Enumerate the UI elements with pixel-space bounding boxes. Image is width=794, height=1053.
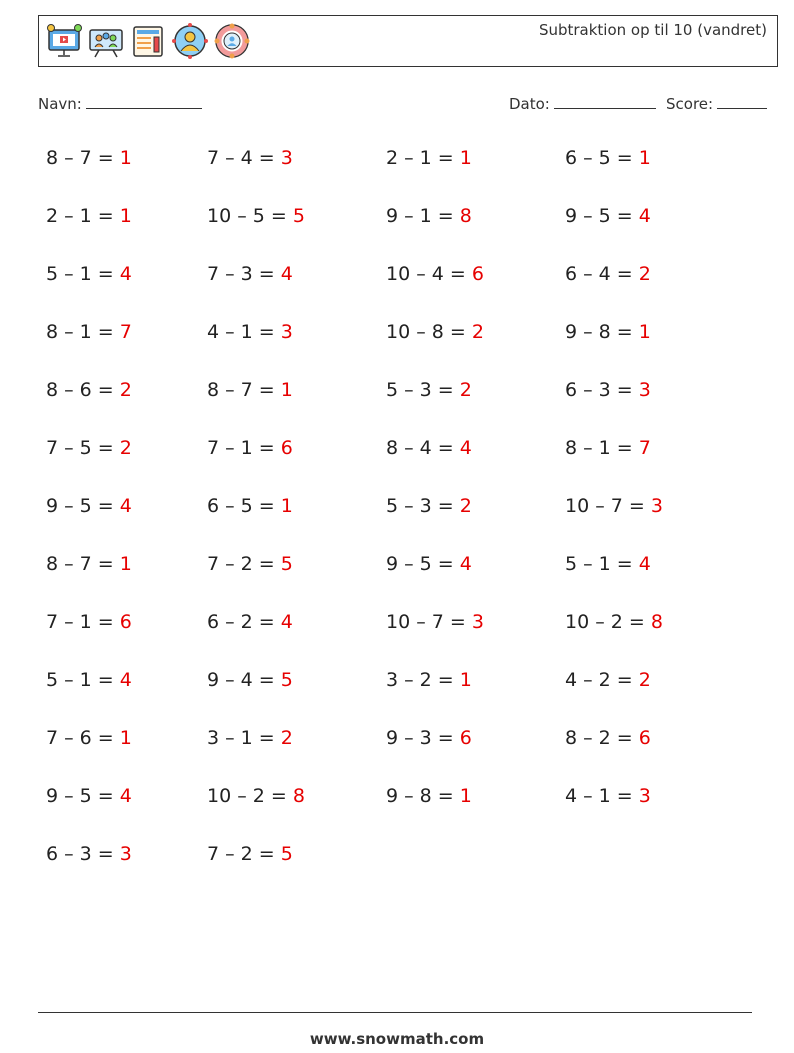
date-label: Dato: [509, 95, 550, 113]
problem-question: 6 – 5 = [565, 147, 639, 169]
lifebuoy-user-icon [213, 22, 251, 60]
problem-answer: 4 [280, 263, 293, 285]
problem-question: 6 – 5 = [207, 495, 281, 517]
problem-answer: 3 [650, 495, 663, 517]
problem-item [386, 205, 472, 227]
problem-question: 3 – 1 = [207, 727, 281, 749]
problem-item [46, 785, 132, 807]
problem-answer: 3 [638, 379, 651, 401]
problem-question: 10 – 4 = [386, 263, 472, 285]
worksheet-header [38, 15, 778, 67]
problem-question: 9 – 8 = [386, 785, 460, 807]
problem-question: 2 – 1 = [386, 147, 460, 169]
name-label: Navn: [38, 95, 82, 113]
problem-question: 6 – 3 = [565, 379, 639, 401]
user-target-icon [171, 22, 209, 60]
problem-item [46, 843, 132, 865]
problem-item [386, 669, 472, 691]
problem-question: 9 – 8 = [565, 321, 639, 343]
problem-item [386, 263, 484, 285]
problem-item [207, 379, 293, 401]
problem-answer: 3 [638, 785, 651, 807]
problem-item [207, 205, 305, 227]
problem-item [565, 495, 663, 517]
problem-item [386, 553, 472, 575]
problem-question: 8 – 1 = [46, 321, 120, 343]
problem-answer: 7 [119, 321, 132, 343]
problem-question: 6 – 4 = [565, 263, 639, 285]
problem-answer: 4 [119, 785, 132, 807]
problem-answer: 1 [459, 785, 472, 807]
problem-item [207, 553, 293, 575]
problem-item [207, 147, 293, 169]
problem-answer: 3 [280, 147, 293, 169]
problem-item [386, 611, 484, 633]
worksheet-title: Subtraktion op til 10 (vandret) [538, 21, 767, 39]
problem-item [565, 669, 651, 691]
problem-item [565, 147, 651, 169]
problem-answer: 3 [280, 321, 293, 343]
problem-question: 9 – 1 = [386, 205, 460, 227]
problem-item [46, 495, 132, 517]
problem-question: 7 – 2 = [207, 843, 281, 865]
problem-answer: 4 [459, 553, 472, 575]
problem-item [207, 843, 293, 865]
problem-answer: 6 [119, 611, 132, 633]
document-chart-icon [129, 22, 167, 60]
problem-item [565, 379, 651, 401]
problem-item [207, 495, 293, 517]
name-line[interactable] [86, 94, 202, 109]
problem-item [565, 205, 651, 227]
problem-item [46, 669, 132, 691]
problem-answer: 3 [471, 611, 484, 633]
problem-answer: 2 [638, 263, 651, 285]
problem-item [207, 727, 293, 749]
problem-answer: 1 [280, 495, 293, 517]
problem-answer: 1 [119, 147, 132, 169]
problem-item [565, 321, 651, 343]
problem-item [386, 785, 472, 807]
problem-question: 9 – 5 = [46, 785, 120, 807]
problem-question: 3 – 2 = [386, 669, 460, 691]
problem-answer: 3 [119, 843, 132, 865]
problem-question: 5 – 3 = [386, 379, 460, 401]
problem-question: 7 – 6 = [46, 727, 120, 749]
problem-question: 6 – 2 = [207, 611, 281, 633]
problem-question: 10 – 2 = [565, 611, 651, 633]
problem-question: 4 – 2 = [565, 669, 639, 691]
problem-question: 10 – 2 = [207, 785, 293, 807]
problem-item [46, 727, 132, 749]
problem-item [207, 669, 293, 691]
problem-answer: 1 [638, 147, 651, 169]
problem-question: 7 – 3 = [207, 263, 281, 285]
header-icons [45, 22, 251, 60]
problem-question: 7 – 4 = [207, 147, 281, 169]
problem-item [207, 611, 293, 633]
problem-question: 8 – 6 = [46, 379, 120, 401]
problem-item [207, 785, 305, 807]
problem-answer: 5 [292, 205, 305, 227]
problem-answer: 1 [119, 727, 132, 749]
problem-question: 8 – 1 = [565, 437, 639, 459]
problem-answer: 7 [638, 437, 651, 459]
problem-item [46, 379, 132, 401]
problem-question: 10 – 7 = [565, 495, 651, 517]
problem-item [386, 321, 484, 343]
problem-question: 5 – 1 = [46, 263, 120, 285]
date-field [509, 94, 656, 113]
problem-item [46, 205, 132, 227]
problem-answer: 2 [119, 379, 132, 401]
problem-answer: 6 [280, 437, 293, 459]
problem-question: 9 – 4 = [207, 669, 281, 691]
problem-question: 5 – 1 = [46, 669, 120, 691]
problem-item [565, 611, 663, 633]
problem-answer: 5 [280, 553, 293, 575]
problem-answer: 8 [650, 611, 663, 633]
problem-question: 7 – 2 = [207, 553, 281, 575]
problem-item [386, 437, 472, 459]
problem-item [386, 727, 472, 749]
problem-answer: 1 [119, 553, 132, 575]
problem-item [386, 495, 472, 517]
problem-answer: 4 [638, 553, 651, 575]
problem-answer: 2 [119, 437, 132, 459]
problem-item [46, 147, 132, 169]
score-label: Score: [666, 95, 714, 113]
problem-answer: 2 [459, 495, 472, 517]
problem-item [46, 321, 132, 343]
score-field [666, 94, 767, 113]
problem-answer: 4 [638, 205, 651, 227]
problem-item [207, 437, 293, 459]
problem-question: 10 – 8 = [386, 321, 472, 343]
problem-answer: 4 [119, 669, 132, 691]
problem-answer: 2 [471, 321, 484, 343]
problem-answer: 6 [638, 727, 651, 749]
problem-answer: 1 [638, 321, 651, 343]
problem-answer: 4 [459, 437, 472, 459]
problem-answer: 2 [280, 727, 293, 749]
problem-question: 4 – 1 = [565, 785, 639, 807]
problem-item [386, 379, 472, 401]
problem-item [565, 727, 651, 749]
problem-item [46, 611, 132, 633]
footer-divider [38, 1012, 752, 1013]
problem-question: 7 – 1 = [207, 437, 281, 459]
problem-item [565, 437, 651, 459]
problem-answer: 4 [119, 495, 132, 517]
problem-answer: 8 [459, 205, 472, 227]
problem-question: 8 – 7 = [207, 379, 281, 401]
problem-answer: 4 [280, 611, 293, 633]
name-field [38, 94, 202, 113]
problem-answer: 6 [459, 727, 472, 749]
problem-question: 2 – 1 = [46, 205, 120, 227]
problem-answer: 1 [280, 379, 293, 401]
problem-question: 5 – 3 = [386, 495, 460, 517]
date-line[interactable] [554, 94, 656, 109]
problem-answer: 4 [119, 263, 132, 285]
problem-question: 9 – 5 = [565, 205, 639, 227]
problem-item [207, 321, 293, 343]
problem-question: 8 – 7 = [46, 553, 120, 575]
problem-item [565, 553, 651, 575]
problem-answer: 1 [459, 147, 472, 169]
problem-answer: 5 [280, 669, 293, 691]
score-line[interactable] [717, 94, 767, 109]
problem-answer: 8 [292, 785, 305, 807]
problem-answer: 6 [471, 263, 484, 285]
problem-item [46, 437, 132, 459]
problem-item [386, 147, 472, 169]
problem-question: 6 – 3 = [46, 843, 120, 865]
problem-question: 9 – 5 = [46, 495, 120, 517]
problem-question: 10 – 7 = [386, 611, 472, 633]
team-board-icon [87, 22, 125, 60]
problem-question: 9 – 5 = [386, 553, 460, 575]
problem-question: 8 – 2 = [565, 727, 639, 749]
problem-answer: 1 [459, 669, 472, 691]
footer-site: www.snowmath.com [309, 1030, 485, 1048]
problem-answer: 2 [638, 669, 651, 691]
problem-question: 7 – 5 = [46, 437, 120, 459]
problem-question: 10 – 5 = [207, 205, 293, 227]
problem-question: 5 – 1 = [565, 553, 639, 575]
problem-answer: 2 [459, 379, 472, 401]
problem-question: 7 – 1 = [46, 611, 120, 633]
problem-item [565, 263, 651, 285]
presentation-screen-icon [45, 22, 83, 60]
problem-question: 8 – 7 = [46, 147, 120, 169]
problem-question: 4 – 1 = [207, 321, 281, 343]
problem-item [207, 263, 293, 285]
problem-item [46, 263, 132, 285]
problem-answer: 1 [119, 205, 132, 227]
problem-answer: 5 [280, 843, 293, 865]
problem-item [46, 553, 132, 575]
problem-question: 8 – 4 = [386, 437, 460, 459]
problem-question: 9 – 3 = [386, 727, 460, 749]
problem-item [565, 785, 651, 807]
